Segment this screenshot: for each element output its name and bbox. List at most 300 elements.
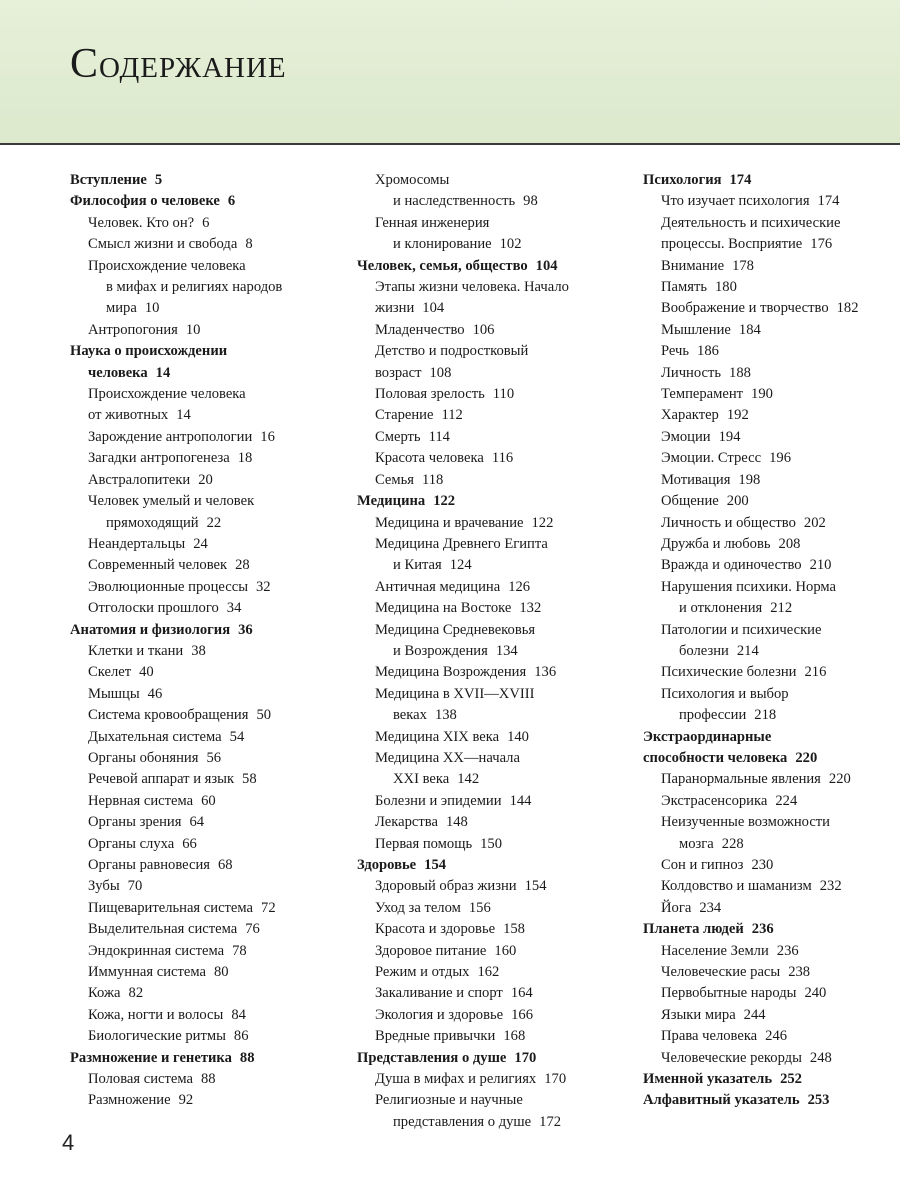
toc-entry-title: Размножение <box>88 1092 171 1109</box>
toc-page-number: 236 <box>751 921 774 938</box>
toc-entry <box>357 641 637 662</box>
toc-entry-title: и отклонения <box>679 600 763 617</box>
toc-page-number: 182 <box>836 300 859 317</box>
toc-entry-title: мозга <box>679 835 714 852</box>
toc-entry <box>70 234 350 255</box>
toc-page-number: 46 <box>147 685 163 702</box>
toc-page-number: 174 <box>817 193 840 210</box>
toc-entry-title: прямоходящий <box>106 514 199 531</box>
toc-entry-title: жизни <box>375 300 415 317</box>
toc-page-number: 34 <box>226 600 242 617</box>
toc-page-number: 202 <box>803 514 826 531</box>
toc-page-number: 70 <box>127 878 143 895</box>
toc-page-number: 144 <box>509 792 532 809</box>
toc-entry <box>643 855 900 876</box>
toc-entry-title: Душа в мифах и религиях <box>375 1071 537 1088</box>
toc-entry <box>643 983 900 1004</box>
toc-page-number: 92 <box>178 1092 194 1109</box>
toc-page-number: 218 <box>754 707 777 724</box>
toc-entry-title: Половая система <box>88 1071 193 1088</box>
toc-entry-title: XXI века <box>393 771 450 788</box>
toc-entry-title: Болезни и эпидемии <box>375 792 502 809</box>
toc-page-number: 118 <box>422 471 444 488</box>
toc-page-number: 68 <box>217 857 233 873</box>
toc-page-number: 150 <box>480 835 502 852</box>
toc-entry-title: Мышцы <box>88 685 140 702</box>
toc-entry-title: Пищеварительная система <box>88 899 254 916</box>
toc-entry <box>70 491 350 512</box>
toc-entry <box>643 769 900 790</box>
toc-entry-title: Дыхательная система <box>88 728 222 745</box>
toc-entry-title: Органы слуха <box>88 835 175 852</box>
toc-entry-title: Скелет <box>88 664 132 681</box>
toc-page-number: 104 <box>422 300 445 317</box>
toc-entry-title: Темперамент <box>661 386 744 403</box>
toc-entry <box>70 320 350 341</box>
toc-entry <box>357 577 637 598</box>
toc-entry <box>357 1026 637 1047</box>
toc-page-number: 140 <box>507 728 529 745</box>
toc-entry <box>357 234 637 255</box>
toc-entry-title: Происхождение человека <box>88 386 246 403</box>
toc-entry <box>70 727 350 748</box>
toc-entry <box>643 448 900 469</box>
toc-page-number: 174 <box>729 172 752 188</box>
toc-entry-title: Неандертальцы <box>88 535 186 552</box>
toc-entry <box>70 876 350 897</box>
toc-entry <box>643 213 900 234</box>
toc-entry <box>70 405 350 426</box>
toc-entry <box>357 834 637 855</box>
toc-page-number: 114 <box>428 428 450 445</box>
toc-entry <box>70 1090 350 1111</box>
toc-entry-title: Йога <box>661 899 692 916</box>
toc-page-number: 38 <box>191 642 206 659</box>
toc-page-number: 192 <box>726 407 749 424</box>
toc-page-number: 132 <box>519 600 542 617</box>
toc-entry <box>70 555 350 576</box>
toc-entry-title: Представления о душе <box>357 1049 507 1066</box>
toc-page-number: 80 <box>214 964 229 981</box>
toc-entry-title: Органы равновесия <box>88 857 210 873</box>
toc-page-number: 136 <box>534 664 557 681</box>
toc-entry <box>70 1069 350 1090</box>
toc-page-number: 54 <box>229 728 245 745</box>
toc-entry-title: Здоровое питание <box>375 942 487 959</box>
toc-page-number: 14 <box>176 407 191 424</box>
toc-page-number: 110 <box>492 386 515 403</box>
toc-page-number: 234 <box>699 899 722 916</box>
toc-entry-title: Человеческие расы <box>661 964 781 981</box>
toc-entry <box>357 213 637 234</box>
toc-page-number: 106 <box>472 321 495 338</box>
toc-entry <box>357 1069 637 1090</box>
toc-entry <box>70 791 350 812</box>
toc-entry-title: Здоровый образ жизни <box>375 878 517 895</box>
toc-entry <box>357 534 637 555</box>
toc-entry <box>643 277 900 298</box>
toc-entry <box>70 834 350 855</box>
toc-page-number: 20 <box>198 471 213 488</box>
toc-entry-title: Что изучает психология <box>661 193 810 210</box>
toc-entry-title: Человек. Кто он? <box>88 214 195 231</box>
toc-entry <box>70 384 350 405</box>
toc-page-number: 246 <box>765 1028 788 1045</box>
toc-page-number: 178 <box>732 257 754 274</box>
toc-entry-title: Медицина в XVII—XVIII <box>375 685 535 702</box>
toc-page-number: 196 <box>769 450 791 467</box>
toc-entry-title: Органы зрения <box>88 814 182 831</box>
toc-page-number: 6 <box>202 214 210 231</box>
toc-entry-title: мира <box>106 300 137 317</box>
toc-entry-title: Психология <box>643 172 722 188</box>
toc-entry-title: Общение <box>661 493 719 510</box>
toc-page-number: 40 <box>139 664 154 681</box>
toc-page-number: 88 <box>239 1049 255 1066</box>
toc-page-number: 22 <box>206 514 222 531</box>
toc-page-number: 176 <box>810 236 833 253</box>
toc-entry-title: Антропогония <box>88 321 178 338</box>
toc-entry-title: Размножение и генетика <box>70 1049 232 1066</box>
toc-page-number: 24 <box>193 535 208 552</box>
toc-entry-title: Первобытные народы <box>661 985 797 1002</box>
toc-entry-title: Режим и отдых <box>375 964 470 981</box>
toc-entry <box>70 748 350 769</box>
toc-entry-title: Красота человека <box>375 450 484 467</box>
toc-entry-title: Отголоски прошлого <box>88 600 219 617</box>
toc-entry-title: Эмоции <box>661 428 711 445</box>
toc-entry-title: Именной указатель <box>643 1071 773 1088</box>
toc-entry-title: Происхождение человека <box>88 257 246 274</box>
toc-entry-title: Планета людей <box>643 921 744 938</box>
toc-page-number: 154 <box>424 857 447 873</box>
toc-page-number: 78 <box>232 942 247 959</box>
toc-section <box>357 256 637 277</box>
toc-entry-title: Колдовство и шаманизм <box>661 878 812 895</box>
toc-entry-title: Мотивация <box>661 471 731 488</box>
toc-entry <box>70 277 350 298</box>
toc-page-number: 86 <box>233 1028 249 1045</box>
toc-entry <box>643 234 900 255</box>
toc-entry <box>70 962 350 983</box>
toc-entry <box>70 769 350 790</box>
toc-page-number: 252 <box>780 1071 802 1088</box>
toc-entry <box>70 812 350 833</box>
toc-page-number: 158 <box>503 921 525 938</box>
toc-entry-title: и Возрождения <box>393 642 488 659</box>
toc-entry <box>70 513 350 534</box>
toc-entry <box>70 213 350 234</box>
toc-entry <box>70 662 350 683</box>
toc-page-number: 156 <box>468 899 491 916</box>
toc-entry-title: Речевой аппарат и язык <box>88 771 235 788</box>
toc-entry <box>357 620 637 641</box>
toc-entry-title: в мифах и религиях народов <box>106 279 283 296</box>
toc-page-number: 154 <box>524 878 547 895</box>
toc-entry <box>643 876 900 897</box>
toc-page-number: 240 <box>804 985 827 1002</box>
toc-page-number: 102 <box>499 236 522 253</box>
toc-page-number: 36 <box>238 621 253 638</box>
toc-entry <box>643 577 900 598</box>
toc-entry <box>70 855 350 876</box>
toc-entry <box>70 534 350 555</box>
toc-entry <box>357 555 637 576</box>
toc-entry-title: Генная инженерия <box>375 214 490 231</box>
toc-entry <box>357 405 637 426</box>
toc-page-number: 14 <box>155 364 171 381</box>
toc-entry <box>643 684 900 705</box>
toc-entry <box>357 962 637 983</box>
toc-entry <box>357 363 637 384</box>
toc-entry-title: Медицина Возрождения <box>375 664 527 681</box>
toc-entry-title: и клонирование <box>393 236 492 253</box>
toc-page-number: 164 <box>510 985 533 1002</box>
toc-page-number: 208 <box>778 535 801 552</box>
toc-entry-title: Уход за телом <box>375 899 461 916</box>
toc-entry-title: Человеческие рекорды <box>661 1049 802 1066</box>
toc-entry-title: представления о душе <box>393 1113 532 1130</box>
toc-entry <box>643 834 900 855</box>
toc-page-number: 10 <box>185 321 201 338</box>
toc-page-number: 236 <box>776 942 799 959</box>
toc-entry-title: Патологии и психические <box>661 621 822 638</box>
toc-entry <box>70 298 350 319</box>
toc-entry <box>643 598 900 619</box>
toc-entry-title: процессы. Восприятие <box>661 236 803 253</box>
toc-entry <box>643 405 900 426</box>
page-number: 4 <box>62 1130 75 1155</box>
toc-entry <box>357 727 637 748</box>
toc-entry-title: Дружба и любовь <box>661 535 771 552</box>
toc-entry-title: Медицина Средневековья <box>375 621 536 638</box>
toc-column-1 <box>70 170 350 1112</box>
toc-entry <box>357 427 637 448</box>
toc-section <box>70 620 350 641</box>
toc-entry-title: Закаливание и спорт <box>375 985 503 1002</box>
toc-entry-title: Личность <box>661 364 722 381</box>
toc-entry-title: Деятельность и психические <box>661 214 841 231</box>
toc-page-number: 10 <box>144 300 160 317</box>
toc-page-number: 180 <box>715 279 737 296</box>
toc-section <box>70 363 350 384</box>
toc-entry <box>70 941 350 962</box>
toc-entry-title: Человек умелый и человек <box>88 493 255 510</box>
toc-entry-title: Эволюционные процессы <box>88 578 248 595</box>
toc-entry <box>643 812 900 833</box>
toc-entry-title: Нарушения психики. Норма <box>661 578 837 595</box>
toc-entry-title: Клетки и ткани <box>88 642 184 659</box>
toc-page-number: 170 <box>544 1071 567 1088</box>
toc-page-number: 248 <box>809 1049 832 1066</box>
toc-page-number: 238 <box>788 964 811 981</box>
toc-entry <box>70 1026 350 1047</box>
toc-entry-title: Медицина XX—начала <box>375 749 520 766</box>
toc-page-number: 32 <box>256 578 271 595</box>
toc-page-number: 16 <box>260 428 275 445</box>
toc-page-number: 216 <box>804 664 827 681</box>
toc-entry <box>643 320 900 341</box>
toc-section <box>643 748 900 769</box>
toc-entry-title: Психические болезни <box>661 664 797 681</box>
toc-entry-title: Кожа, ногти и волосы <box>88 1006 224 1023</box>
toc-entry-title: и наследственность <box>393 193 516 210</box>
toc-entry-title: Здоровье <box>357 857 417 873</box>
toc-entry-title: Внимание <box>661 257 725 274</box>
toc-page-number: 148 <box>445 814 468 831</box>
toc-entry <box>357 684 637 705</box>
toc-entry <box>357 812 637 833</box>
toc-entry-title: Вступление <box>70 172 147 188</box>
toc-page-number: 160 <box>494 942 517 959</box>
toc-entry-title: возраст <box>375 364 422 381</box>
toc-page-number: 142 <box>457 771 480 788</box>
toc-entry-title: Вражда и одиночество <box>661 557 802 574</box>
toc-entry <box>643 1005 900 1026</box>
toc-column-2 <box>357 170 637 1133</box>
toc-page-number: 6 <box>227 193 236 210</box>
toc-entry-title: Лекарства <box>375 814 438 831</box>
toc-entry <box>357 898 637 919</box>
header-divider <box>0 143 900 145</box>
toc-page-number: 64 <box>189 814 205 831</box>
toc-entry-title: Загадки антропогенеза <box>88 450 230 467</box>
toc-entry <box>643 298 900 319</box>
toc-entry-title: способности человека <box>643 749 788 766</box>
toc-entry-title: Эмоции. Стресс <box>661 450 762 467</box>
toc-section <box>357 1048 637 1069</box>
toc-entry <box>643 620 900 641</box>
toc-entry-title: Хромосомы <box>375 172 450 188</box>
toc-entry-title: Эндокринная система <box>88 942 225 959</box>
toc-entry <box>643 384 900 405</box>
toc-entry <box>70 641 350 662</box>
toc-entry <box>70 1005 350 1026</box>
toc-entry <box>357 448 637 469</box>
toc-page-number: 186 <box>697 343 719 360</box>
toc-column-3 <box>643 170 900 1112</box>
toc-entry <box>643 534 900 555</box>
toc-page-number: 124 <box>449 557 472 574</box>
toc-section <box>70 170 350 191</box>
toc-section <box>643 727 900 748</box>
toc-page-number: 5 <box>154 172 163 188</box>
toc-entry-title: Права человека <box>661 1028 758 1045</box>
toc-entry-title: Анатомия и физиология <box>70 621 231 638</box>
toc-page-number: 60 <box>201 792 216 809</box>
toc-entry-title: Кожа <box>88 985 121 1002</box>
toc-entry-title: Экстрасенсорика <box>661 792 768 809</box>
toc-entry-title: Медицина <box>357 493 426 510</box>
toc-page-number: 210 <box>809 557 832 574</box>
toc-entry <box>357 876 637 897</box>
toc-entry-title: Вредные привычки <box>375 1028 496 1045</box>
toc-entry <box>70 983 350 1004</box>
toc-page-number: 220 <box>828 771 851 788</box>
toc-entry <box>357 513 637 534</box>
toc-page-number: 212 <box>770 600 793 617</box>
toc-page-number: 184 <box>738 321 761 338</box>
toc-entry <box>643 941 900 962</box>
toc-entry <box>643 662 900 683</box>
toc-entry <box>357 919 637 940</box>
toc-page-number: 116 <box>491 450 514 467</box>
toc-entry <box>643 641 900 662</box>
toc-entry-title: Семья <box>375 471 414 488</box>
toc-section <box>643 1069 900 1090</box>
toc-entry-title: Личность и общество <box>661 514 796 531</box>
toc-page-number: 84 <box>231 1006 246 1023</box>
toc-page-number: 104 <box>535 257 558 274</box>
toc-entry-title: Медицина и врачевание <box>375 514 524 531</box>
toc-entry-title: Память <box>661 279 707 296</box>
toc-page-number: 8 <box>245 236 253 253</box>
toc-entry-title: Выделительная система <box>88 921 238 938</box>
toc-entry <box>357 769 637 790</box>
toc-entry <box>643 363 900 384</box>
toc-page-number: 98 <box>523 193 538 210</box>
toc-entry <box>357 983 637 1004</box>
toc-entry-title: Языки мира <box>661 1006 736 1023</box>
toc-entry-title: Зарождение антропологии <box>88 428 253 445</box>
toc-entry-title: Античная медицина <box>375 578 501 595</box>
toc-entry-title: и Китая <box>393 557 442 574</box>
toc-entry <box>357 341 637 362</box>
toc-entry-title: человека <box>88 364 148 381</box>
toc-entry <box>357 748 637 769</box>
toc-page-number: 88 <box>201 1071 216 1088</box>
toc-entry-title: Этапы жизни человека. Начало <box>375 279 569 296</box>
toc-entry-title: веках <box>393 707 427 724</box>
toc-page-number: 166 <box>511 1006 534 1023</box>
toc-entry-title: Первая помощь <box>375 835 473 852</box>
toc-entry-title: Смерть <box>375 428 421 445</box>
toc-section <box>70 1048 350 1069</box>
toc-entry-title: Органы обоняния <box>88 749 199 766</box>
toc-entry <box>357 941 637 962</box>
toc-entry <box>643 341 900 362</box>
toc-page-number: 108 <box>429 364 452 381</box>
toc-section <box>357 491 637 512</box>
toc-entry-title: Смысл жизни и свобода <box>88 236 238 253</box>
toc-entry-title: Психология и выбор <box>661 685 789 702</box>
toc-page-number: 188 <box>729 364 751 381</box>
toc-entry <box>643 191 900 212</box>
toc-entry-title: Медицина Древнего Египта <box>375 535 548 552</box>
toc-page-number: 76 <box>245 921 260 938</box>
toc-page-number: 126 <box>508 578 531 595</box>
toc-page-number: 58 <box>242 771 257 788</box>
toc-page-number: 170 <box>514 1049 537 1066</box>
toc-page-number: 138 <box>434 707 457 724</box>
toc-page-number: 50 <box>256 707 272 724</box>
toc-entry <box>70 470 350 491</box>
toc-entry <box>643 1026 900 1047</box>
toc-entry <box>643 1048 900 1069</box>
toc-entry-title: Характер <box>661 407 719 424</box>
toc-section <box>357 855 637 876</box>
toc-entry-title: Система кровообращения <box>88 707 249 724</box>
toc-page-number: 162 <box>477 964 500 981</box>
toc-entry-title: Экстраординарные <box>643 728 772 745</box>
toc-entry <box>357 470 637 491</box>
toc-entry <box>70 919 350 940</box>
toc-entry <box>70 427 350 448</box>
toc-page-number: 214 <box>736 642 759 659</box>
toc-entry-title: Старение <box>375 407 434 424</box>
toc-section <box>643 919 900 940</box>
toc-page-number: 112 <box>441 407 463 424</box>
